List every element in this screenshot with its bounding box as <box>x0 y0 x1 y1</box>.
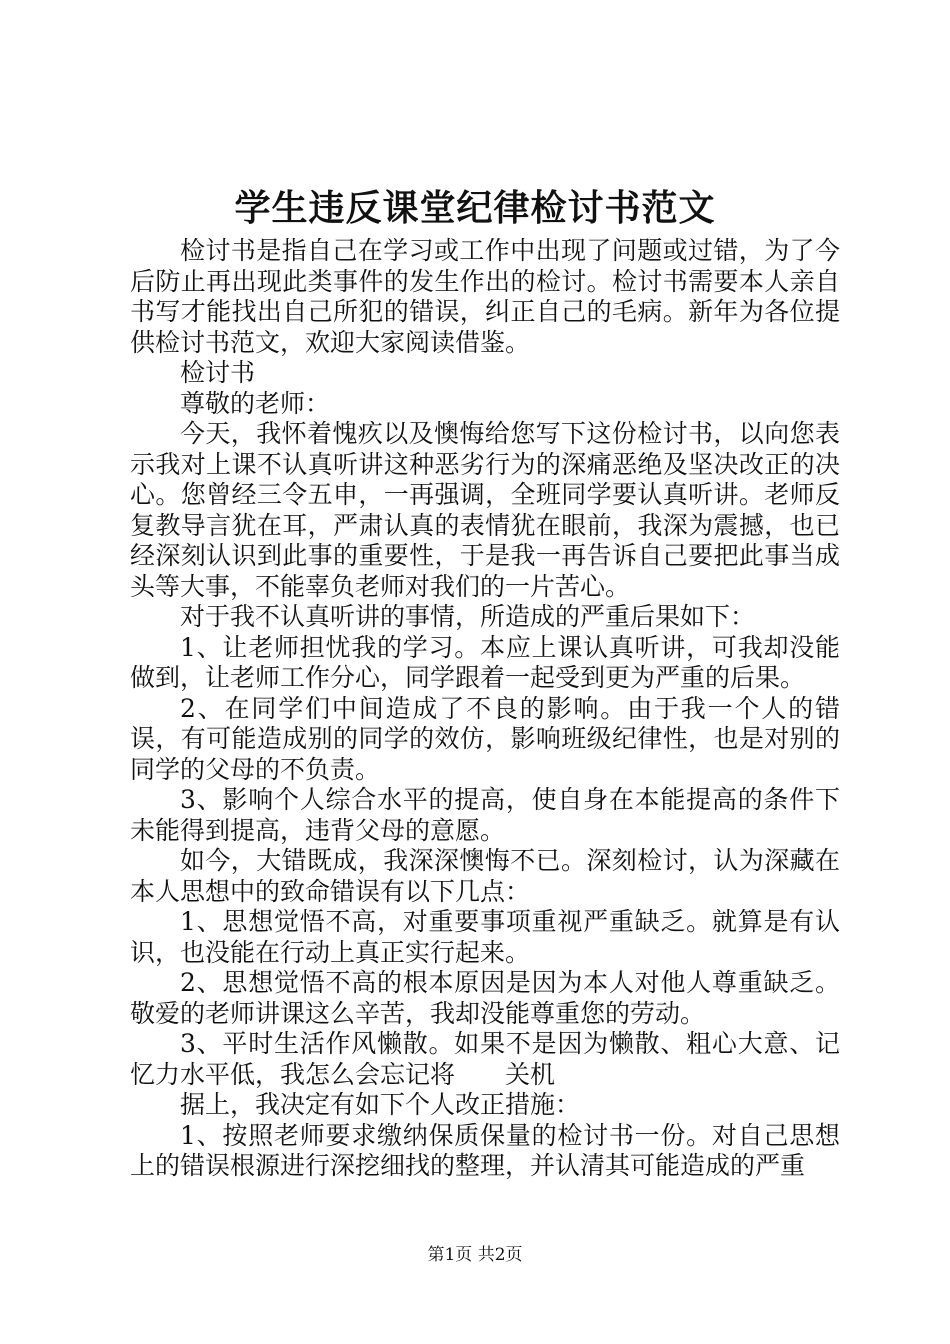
paragraph-salutation: 尊敬的老师： <box>180 388 331 418</box>
paragraph: 据上，我决定有如下个人改正措施： <box>180 1090 581 1119</box>
paragraph: 如今，大错既成，我深深懊悔不已。深刻检讨，认为深藏在本人思想中的致命错误有以下几点： <box>130 846 840 906</box>
document-title: 学生违反课堂纪律检讨书范文 <box>234 187 716 229</box>
paragraph: 2、在同学们中间造成了不良的影响。由于我一个人的错误，有可能造成别的同学的效仿，影响班级纪律性，也是对别的同学的父母的不负责。 <box>130 693 840 784</box>
paragraph: 3、影响个人综合水平的提高，使自身在本能提高的条件下未能得到提高，违背父母的意愿。 <box>130 785 840 845</box>
paragraph: 1、按照老师要求缴纳保质保量的检讨书一份。对自己思想上的错误根源进行深挖细找的整理，并认清其可能造成的严重 <box>130 1120 840 1180</box>
paragraph: 对于我不认真听讲的事情，所造成的严重后果如下： <box>180 602 756 631</box>
paragraph: 1、思想觉悟不高，对重要事项重视严重缺乏。就算是有认识，也没能在行动上真正实行起来。 <box>130 907 840 967</box>
page-number: 第1页 共2页 <box>427 1245 523 1265</box>
paragraph: 3、平时生活作风懒散。如果不是因为懒散、粗心大意、记忆力水平低，我怎么会忘记将 关机 <box>130 1029 840 1089</box>
document-body <box>130 236 840 1182</box>
paragraph: 2、思想觉悟不高的根本原因是因为本人对他人尊重缺乏。敬爱的老师讲课这么辛苦，我却没能尊重您的劳动。 <box>130 968 840 1028</box>
paragraph-heading: 检讨书 <box>180 358 256 387</box>
paragraph: 今天，我怀着愧疚以及懊悔给您写下这份检讨书，以向您表示我对上课不认真听讲这种恶劣行为的深痛恶绝及坚决改正的决心。您曾经三令五申，一再强调，全班同学要认真听讲。老师反复教导言犹在耳，严肃认真的表情犹在眼前，我深为震撼，也已经深刻认识到此事的重要性，于是我一再告诉自己要把此事当成头等大事，不能辜负老师对我们的一片苦心。 <box>130 419 840 601</box>
paragraph: 1、让老师担忧我的学习。本应上课认真听讲，可我却没能做到，让老师工作分心，同学跟着一起受到更为严重的后果。 <box>130 632 840 692</box>
paragraph-intro: 检讨书是指自己在学习或工作中出现了问题或过错，为了今后防止再出现此类事件的发生作出的检讨。检讨书需要本人亲自书写才能找出自己所犯的错误，纠正自己的毛病。新年为各位提供检讨书范文，欢迎大家阅读借鉴。 <box>130 236 840 357</box>
